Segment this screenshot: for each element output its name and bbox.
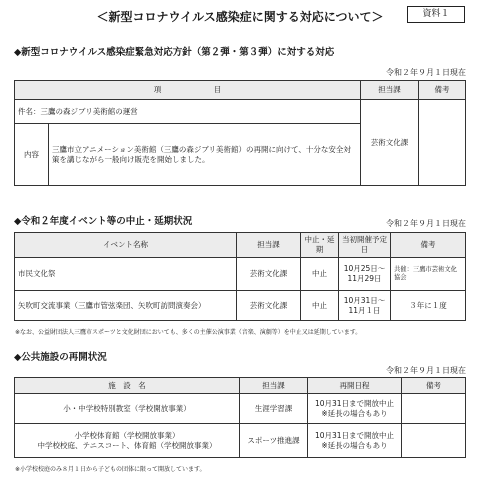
facility-note (402, 394, 466, 424)
event-original-date: 10月31日～11月１日 (339, 291, 391, 321)
event-dept: 芸術文化課 (237, 258, 301, 291)
event-dept: 芸術文化課 (237, 291, 301, 321)
facility-note (402, 424, 466, 458)
col-schedule: 再開日程 (308, 378, 402, 394)
col-note: 備考 (391, 233, 466, 258)
event-note: 共催：三鷹市芸術文化協会 (391, 258, 466, 291)
page-title: ＜新型コロナウイルス感染症に関する対応について＞ (96, 10, 384, 24)
facility-schedule: 10月31日まで開放中止 ※延長の場合もあり (308, 394, 402, 424)
section1-note (419, 100, 466, 186)
col-dept: 担当課 (240, 378, 308, 394)
section3-heading: ◆公共施設の再開状況 (14, 352, 107, 363)
content-label: 内容 (15, 124, 49, 186)
facility-dept: スポーツ推進課 (240, 424, 308, 458)
table-row (15, 258, 466, 291)
facility-name: 小・中学校特別教室（学校開放事業） (15, 394, 240, 424)
case-name: 件名：三鷹の森ジブリ美術館の運営 (15, 100, 361, 124)
col-facility: 施 設 名 (15, 378, 240, 394)
event-original-date: 10月25日～11月29日 (339, 258, 391, 291)
section3-table (14, 377, 466, 458)
col-note: 備考 (419, 81, 466, 100)
section1-dept: 芸術文化課 (361, 100, 419, 186)
facility-dept: 生涯学習課 (240, 394, 308, 424)
col-original-date: 当初開催予定日 (339, 233, 391, 258)
table-row (15, 291, 466, 321)
table-row (15, 424, 466, 458)
table-row (15, 394, 466, 424)
section2-footnote: ※なお、公益財団法人三鷹市スポーツと文化財団においても、多くの主催公演事業（音楽、演劇等）を中止又は延期しています。 (15, 329, 362, 336)
event-status: 中止 (301, 258, 339, 291)
event-note: ３年に１度 (391, 291, 466, 321)
section1-heading: ◆新型コロナウイルス感染症緊急対応方針（第２弾・第３弾）に対する対応 (14, 47, 335, 58)
col-dept: 担当課 (237, 233, 301, 258)
document-tag: 資料１ (407, 6, 465, 23)
section2-table (14, 232, 466, 321)
event-status: 中止 (301, 291, 339, 321)
section2-heading: ◆令和２年度イベント等の中止・延期状況 (14, 216, 193, 227)
section3-footnote: ※小学校校庭のみ８月１日から子どもの団体に限って開放しています。 (15, 466, 206, 473)
col-item: 項 目 (15, 81, 361, 100)
event-name: 矢吹町交流事業（三鷹市管弦楽団、矢吹町訪問演奏会） (15, 291, 237, 321)
col-note: 備考 (402, 378, 466, 394)
col-dept: 担当課 (361, 81, 419, 100)
section1-date: 令和２年９月１日現在 (386, 68, 466, 77)
event-name: 市民文化祭 (15, 258, 237, 291)
section1-table (14, 80, 466, 186)
col-event: イベント名称 (15, 233, 237, 258)
content-text: 三鷹市立アニメーション美術館（三鷹の森ジブリ美術館）の再開に向けて、十分な安全対策を講じながら一般向け販売を開始しました。 (49, 124, 361, 186)
facility-name: 小学校体育館（学校開放事業） 中学校校庭、テニスコート、体育館（学校開放事業） (15, 424, 240, 458)
section3-date: 令和２年９月１日現在 (386, 366, 466, 375)
section2-date: 令和２年９月１日現在 (386, 219, 466, 228)
facility-schedule: 10月31日まで開放中止 ※延長の場合もあり (308, 424, 402, 458)
col-status: 中止・延期 (301, 233, 339, 258)
